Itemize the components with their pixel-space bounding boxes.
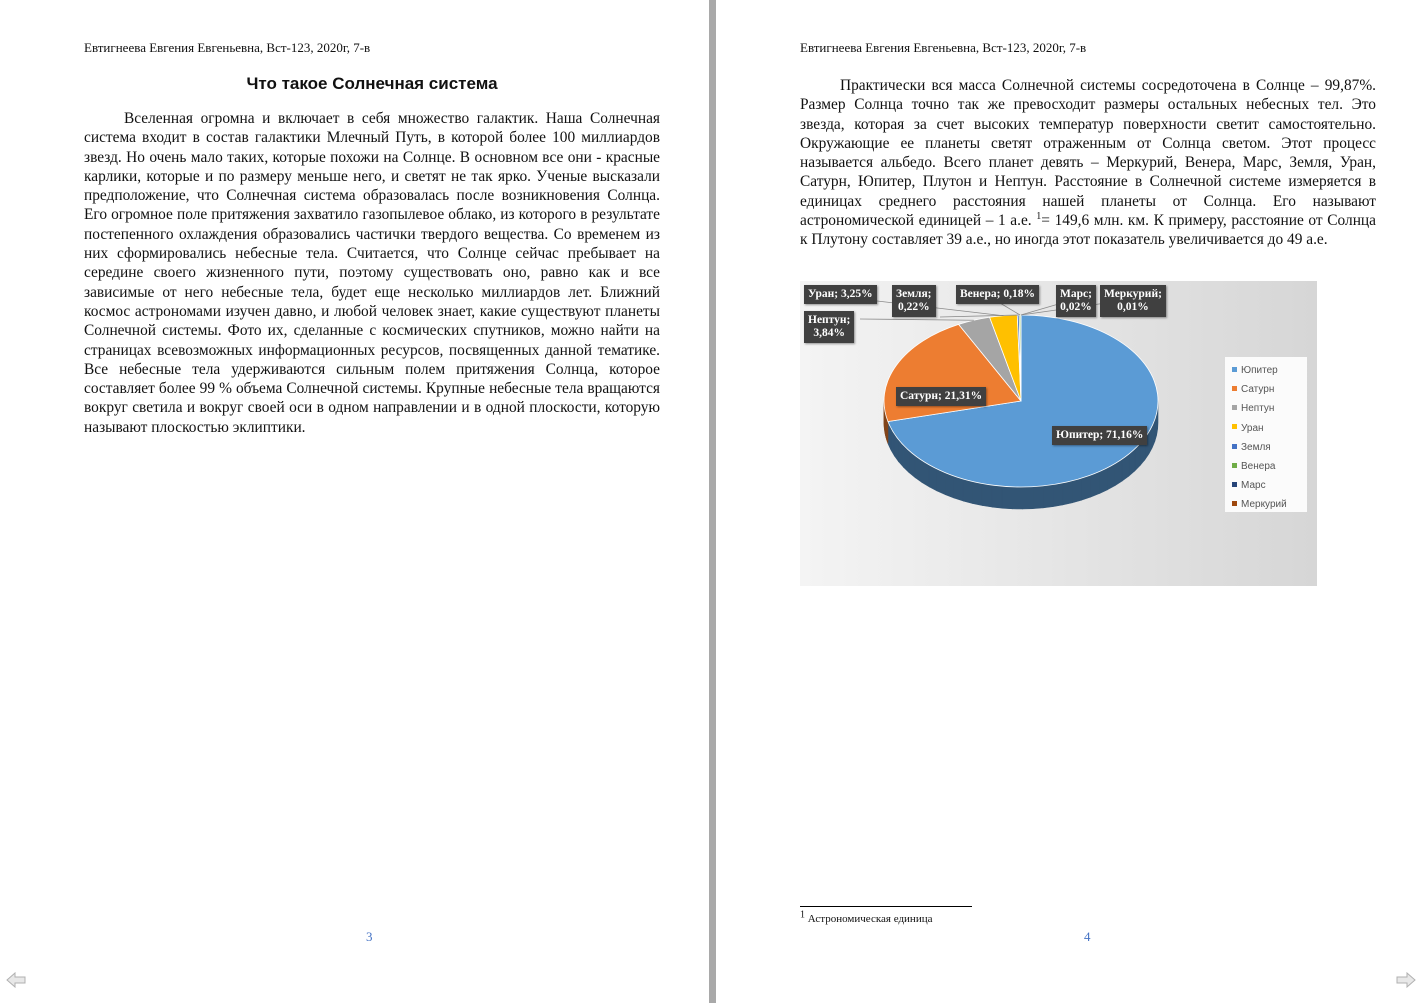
pie-slice-side-1 xyxy=(1063,481,1073,505)
pie-chart[interactable] xyxy=(800,281,1317,586)
legend-entry-4 xyxy=(1232,423,1264,437)
legend-swatch xyxy=(1232,444,1237,449)
pie-slice-side-1 xyxy=(1023,487,1033,509)
legend-entry-1 xyxy=(1232,365,1278,379)
footnote-reference[interactable]: 1 xyxy=(1036,210,1042,222)
data-label-4: Уран; 3,25% xyxy=(804,285,877,304)
footnote xyxy=(800,909,933,925)
data-label-7: Марс; 0,02% xyxy=(1056,285,1096,317)
leader-line-3 xyxy=(860,319,974,320)
page-3 xyxy=(0,0,709,1003)
legend-entry-3 xyxy=(1232,403,1274,417)
legend-swatch xyxy=(1232,482,1237,487)
data-label-5: Земля; 0,22% xyxy=(892,285,936,317)
legend-label: Венера xyxy=(1241,461,1276,472)
pie-slice-side-1 xyxy=(1043,485,1053,508)
data-label-3: Нептун; 3,84% xyxy=(804,311,854,343)
pie-slice-side-1 xyxy=(1082,475,1091,500)
legend-entry-2 xyxy=(1232,384,1274,398)
pie-slice-side-1 xyxy=(954,476,963,501)
page-gap xyxy=(709,0,716,1003)
pie-slice-side-1 xyxy=(1053,483,1063,507)
data-label-8: Меркурий; 0,01% xyxy=(1100,285,1166,317)
paragraph-text-continued: = 149,6 млн. км. К примеру, расстояние от Солнца к Плутону составляет 39 а.е., но иногда этот показатель увеличивается до 49 а.е. xyxy=(800,212,1376,249)
legend-entry-8 xyxy=(1232,499,1287,513)
legend-label: Юпитер xyxy=(1241,365,1278,376)
pie-slice-side-1 xyxy=(1012,487,1022,509)
footnote-text: Астрономическая единица xyxy=(805,913,933,925)
page-number: 3 xyxy=(366,929,373,944)
legend-swatch xyxy=(1232,367,1237,372)
page-header: Евтигнеева Евгения Евгеньевна, Вст-123, 2020г, 7-в xyxy=(84,40,371,55)
legend-swatch xyxy=(1232,424,1237,429)
pie-slice-side-1 xyxy=(963,479,972,503)
body-paragraph: Вселенная огромна и включает в себя множество галактик. Наша Солнечная система входит в состав галактики Млечный Путь, в которой более 100 миллиардов звезд. Но очень мало таких, которые похожи на Солнце. В основном все они - красные карлики, которые и по размеру меньше него, и светят не так ярко. Ученые высказали предположение, что Солнечная система образовалась после возникновения Солнца. Его огромное поле притяжения захватило газопылевое облако, из которого в результате постепенного охлаждения образовались частички твердого вещества. Со временем из них сформировались небесные тела. Считается, что Солнце сейчас пребывает на середине своего жизненного пути, поэтому существовать оно, равно как и все зависимые от него небесные тела, будет еще несколько миллиардов лет. Ближний космос астрономами изучен давно, и любой человек знает, какие существуют планеты Солнечной системы. Фото их, сделанные с космических спутников, можно найти на страницах всевозможных информационных ресурсов, посвященных данной тематике. Все небесные тела удерживаются сильным полем притяжения Солнца, которое составляет более 99 % объема Солнечной системы. Крупные небесные тела вращаются вокруг светила и вокруг своей оси в одном направлении и в одной плоскости, которую называют плоскостью эклиптики. xyxy=(84,110,660,436)
legend-label: Меркурий xyxy=(1241,499,1287,511)
legend-label: Нептун xyxy=(1241,403,1275,415)
legend-swatch xyxy=(1232,386,1237,391)
data-label-1: Юпитер; 71,16% xyxy=(1052,426,1147,445)
legend-entry-6 xyxy=(1232,461,1275,475)
paragraph-text: Практически вся масса Солнечной системы сосредоточена в Солнце – 99,87%. Размер Солнца точно так же превосходит размеры остальных небесных тел. Это звезда, которая за счет высоких температур поверхности светит самостоятельно. Окружающие ее планеты светят отраженным от Солнца светом. Этот процесс называется альбедо. Всего планет девять – Меркурий, Венера, Марс, Земля, Уран, Сатурн, Юпитер, Плутон и Нептун. Расстояние в Солнечной системе измеряется в единицах среднего расстояния нашей планеты от Солнца. Его называют астрономической единицей – 1 а.е. xyxy=(800,77,1376,230)
chart-legend xyxy=(1225,357,1307,512)
legend-swatch xyxy=(1232,463,1237,468)
legend-entry-5 xyxy=(1232,442,1271,456)
body-paragraph xyxy=(800,76,1376,250)
footnote-separator xyxy=(800,906,972,907)
footnote-mark: 1 xyxy=(800,909,805,921)
page-4 xyxy=(716,0,1428,1003)
data-label-2: Сатурн; 21,31% xyxy=(896,387,986,406)
pie-slice-side-1 xyxy=(937,469,945,495)
data-label-6: Венера; 0,18% xyxy=(956,285,1039,304)
page-title: Что такое Солнечная система xyxy=(246,74,498,93)
legend-label: Марс xyxy=(1241,480,1266,492)
pie-slice-side-1 xyxy=(973,481,983,505)
pie-slice-side-1 xyxy=(1072,478,1081,503)
legend-label: Земля xyxy=(1241,441,1271,453)
next-page-arrow-icon[interactable] xyxy=(1396,972,1416,988)
pie-slice-side-1 xyxy=(1033,486,1043,509)
leader-line-6 xyxy=(1000,303,1020,315)
legend-label: Сатурн xyxy=(1241,384,1275,396)
legend-entry-7 xyxy=(1232,480,1266,494)
pie-slice-side-1 xyxy=(945,473,954,498)
legend-label: Уран xyxy=(1241,422,1264,434)
pie-slice-side-1 xyxy=(1091,472,1100,497)
pie-slice-side-1 xyxy=(992,485,1002,508)
legend-swatch xyxy=(1232,405,1237,410)
pie-slice-side-1 xyxy=(982,483,992,507)
pie-slice-side-1 xyxy=(1002,486,1012,509)
previous-page-arrow-icon[interactable] xyxy=(6,972,26,988)
page-number: 4 xyxy=(1084,929,1091,944)
page-header: Евтигнеева Евгения Евгеньевна, Вст-123, 2020г, 7-в xyxy=(800,40,1087,55)
legend-swatch xyxy=(1232,501,1237,506)
